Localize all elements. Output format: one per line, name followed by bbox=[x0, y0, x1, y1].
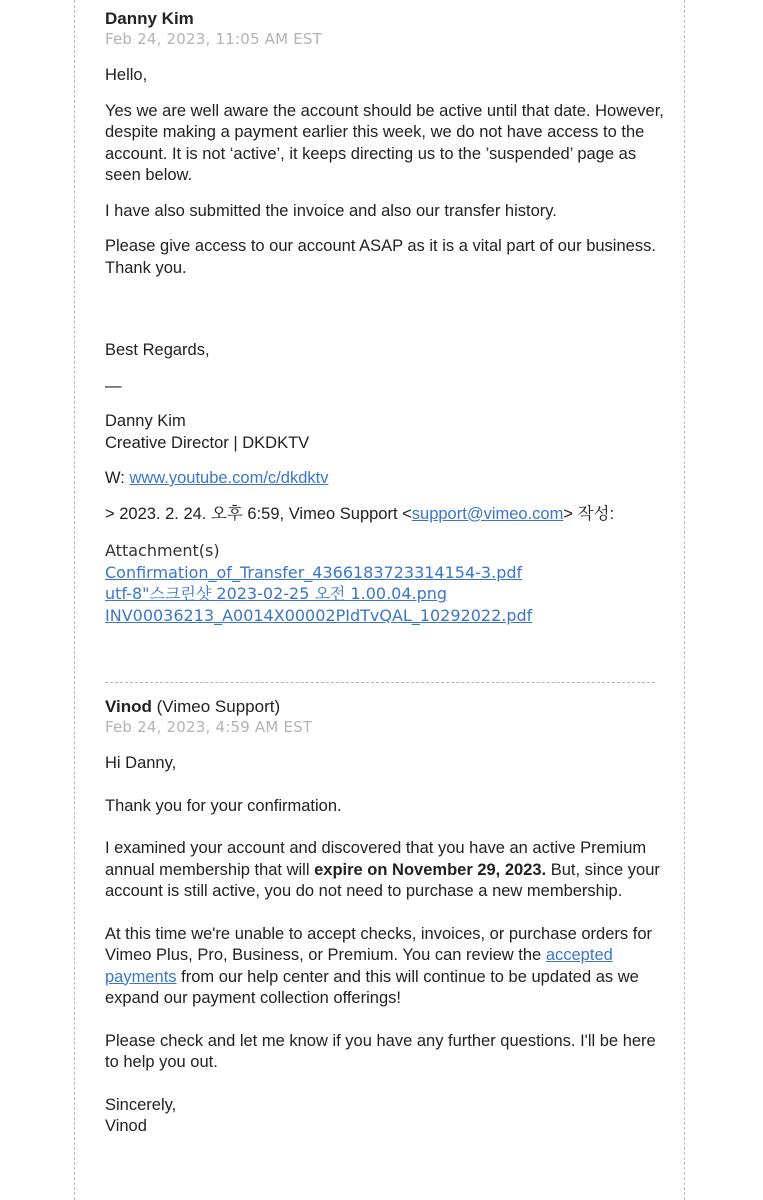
signature-dash: — bbox=[105, 376, 122, 395]
body-paragraph: Please check and let me know if you have any further questions. I'll be here to help you out. bbox=[105, 1031, 656, 1071]
closing: Best Regards, bbox=[105, 341, 210, 359]
quote-header: > 2023. 2. 24. 오후 6:59, Vimeo Support <support@vimeo.com> 작성: bbox=[105, 504, 615, 523]
attachment-link[interactable]: utf-8"스크린샷 2023-02-25 오전 1.00.04.png bbox=[105, 584, 448, 603]
message-date: Feb 24, 2023, 4:59 AM EST bbox=[105, 718, 313, 736]
body-paragraph: I examined your account and discovered that you have an active Premium annual membership that will expire on November 29, 2023. But, since your account is still active, you do not need to purchase a new membership. bbox=[105, 839, 660, 900]
closing: Sincerely, bbox=[105, 1095, 177, 1114]
email-message-danny bbox=[105, 8, 665, 626]
accepted-payments-link[interactable]: accepted payments bbox=[105, 946, 613, 986]
attachments-section bbox=[105, 540, 665, 626]
support-email-link[interactable]: support@vimeo.com bbox=[411, 504, 564, 523]
attachment-link[interactable]: Confirmation_of_Transfer_4366183723314154-3.pdf bbox=[105, 562, 523, 582]
body-paragraph: At this time we're unable to accept checks, invoices, or purchase orders for Vimeo Plus, Pro, Business, or Premium. You can review the accepted payments from our help center and this will continue to be updated as we expand our payment collection offerings! bbox=[105, 924, 652, 1007]
sender-name: Vinod (Vimeo Support) bbox=[105, 697, 281, 716]
signature-title: Creative Director | DKDKTV bbox=[105, 433, 310, 452]
signature-website: W: www.youtube.com/c/dkdktv bbox=[105, 469, 329, 487]
sender-name: Danny Kim bbox=[105, 9, 194, 28]
body-paragraph: Yes we are well aware the account should be active until that date. However, despite making a payment earlier this week, we do not have access to the account. It is not ‘active’, it keeps directing us to the ’suspended’ page as seen below. bbox=[105, 101, 664, 184]
website-link[interactable]: www.youtube.com/c/dkdktv bbox=[129, 469, 329, 487]
greeting: Hi Danny, bbox=[105, 754, 177, 772]
greeting: Hello, bbox=[105, 66, 148, 84]
attachment-link[interactable]: INV00036213_A0014X00002PIdTvQAL_10292022.pdf bbox=[105, 605, 533, 625]
signature-name: Danny Kim bbox=[105, 412, 186, 430]
message-date: Feb 24, 2023, 11:05 AM EST bbox=[105, 30, 322, 48]
body-paragraph: Thank you for your confirmation. bbox=[105, 796, 342, 815]
email-message-vinod bbox=[105, 696, 665, 1138]
body-paragraph: Please give access to our account ASAP as it is a vital part of our business. Thank you. bbox=[105, 237, 656, 277]
message-divider bbox=[105, 682, 655, 683]
attachments-title: Attachment(s) bbox=[105, 541, 220, 560]
body-paragraph: I have also submitted the invoice and also our transfer history. bbox=[105, 201, 557, 220]
signature-name: Vinod bbox=[105, 1117, 147, 1135]
